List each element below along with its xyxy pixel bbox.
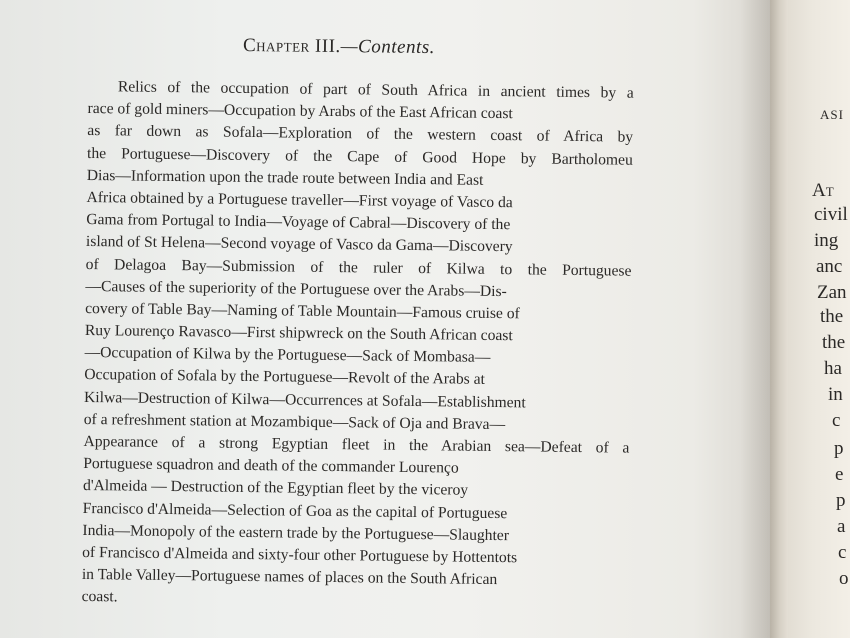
right-page-text-fragment: Zan [817, 282, 847, 303]
contents-line: Gama from Portugal to India—Voyage of Cabral—Discovery of the [86, 211, 511, 234]
right-page-text-fragment: ha [824, 358, 842, 379]
contents-line: race of gold miners—Occupation by Arabs of the East African coast [87, 100, 513, 123]
contents-line: d'Almeida — Destruction of the Egyptian fleet by the viceroy [82, 477, 469, 500]
right-page-text-fragment: ing [814, 230, 839, 251]
contents-line: India—Monopoly of the eastern trade by the Portuguese—Slaughter [82, 521, 510, 544]
chapter-heading [243, 35, 435, 59]
right-page-text-fragment: anc [816, 256, 843, 277]
contents-line: —Causes of the superiority of the Portuguese over the Arabs—Dis- [85, 277, 507, 300]
contents-line: —Occupation of Kilwa by the Portuguese—Sack of Mombasa— [84, 344, 491, 367]
right-page-text-fragment: o [839, 568, 849, 589]
contents-word: —Contents. [340, 36, 436, 59]
contents-line: Occupation of Sofala by the Portuguese—Revolt of the Arabs at [84, 366, 486, 389]
right-page-text-fragment: c [832, 410, 841, 431]
contents-line: Kilwa—Destruction of Kilwa—Occurrences at Sofala—Establishment [83, 388, 526, 411]
right-page-text-fragment: in [828, 384, 843, 405]
contents-line: Ruy Lourenço Ravasco—First shipwreck on the South African coast [84, 322, 513, 345]
contents-line: coast. [81, 588, 118, 606]
contents-line: Portuguese squadron and death of the commander Lourenço [83, 455, 459, 477]
right-page-text-fragment: p [836, 490, 846, 511]
contents-line: of Delagoa Bay—Submission of the ruler of Kilwa to the Portuguese [85, 255, 632, 280]
contents-line: of a refreshment station at Mozambique—Sack of Oja and Brava— [83, 410, 506, 433]
contents-line: Dias—Information upon the trade route between India and East [86, 166, 484, 189]
right-page-text-fragment: p [834, 438, 844, 459]
contents-line: in Table Valley—Portuguese names of places on the South African [81, 566, 498, 589]
contents-line: Africa obtained by a Portuguese traveller—First voyage of Vasco da [86, 188, 513, 212]
contents-line: the Portuguese—Discovery of the Cape of Good Hope by Bartholomeu [86, 144, 633, 169]
chapter-number: III. [314, 35, 341, 58]
contents-line: Appearance of a strong Egyptian fleet in the Arabian sea—Defeat of a [83, 432, 630, 457]
book-gutter [770, 0, 788, 638]
right-page-text-fragment: e [835, 464, 844, 485]
right-page-text-fragment: the [822, 332, 846, 353]
contents-line: as far down as Sofala—Exploration of the western coast of Africa by [87, 122, 634, 147]
right-page-text-fragment: civil [814, 204, 848, 225]
contents-line: covery of Table Bay—Naming of Table Mountain—Famous cruise of [85, 299, 520, 323]
right-page-text-fragment: At [812, 180, 834, 201]
contents-line: of Francisco d'Almeida and sixty-four other Portuguese by Hottentots [82, 543, 518, 567]
contents-line: Relics of the occupation of part of South Africa in ancient times by a [117, 78, 634, 102]
chapter-word: Chapter [242, 34, 310, 57]
chapter-contents-summary [81, 76, 647, 615]
right-page-text-fragment: the [820, 306, 844, 327]
right-page [788, 0, 850, 638]
right-page-heading-fragment: ASI [820, 107, 844, 122]
contents-line: island of St Helena—Second voyage of Vasco da Gama—Discovery [85, 233, 513, 256]
right-page-text-fragment: c [838, 542, 847, 563]
right-page-text-fragment: a [837, 516, 846, 537]
contents-line: Francisco d'Almeida—Selection of Goa as the capital of Portuguese [82, 499, 508, 522]
